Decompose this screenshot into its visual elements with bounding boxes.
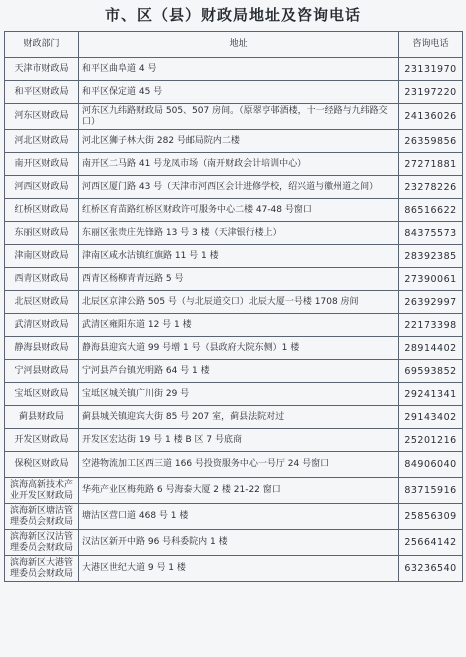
dept-cell: 滨海新区汉沽管理委员会财政局 [5,530,79,556]
dept-cell: 南开区财政局 [5,153,79,176]
phone-cell: 86516622 [399,199,463,222]
table-row [5,314,463,337]
phone-cell: 26392997 [399,291,463,314]
header-phone: 咨询电话 [399,32,463,58]
table-header-row [5,32,463,58]
page-title: 市、区（县）财政局地址及咨询电话 [104,6,361,24]
address-cell: 南开区二马路 41 号龙凤市场（南开财政会计培训中心） [79,153,399,176]
table-row [5,153,463,176]
dept-cell: 宁河县财政局 [5,360,79,383]
table-row [5,556,463,582]
phone-cell: 84906040 [399,452,463,478]
phone-cell: 27390061 [399,268,463,291]
dept-cell: 滨海高新技术产业开发区财政局 [5,478,79,504]
table-row [5,222,463,245]
header-dept: 财政部门 [5,32,79,58]
address-cell: 武清区雍阳东道 12 号 1 楼 [79,314,399,337]
address-cell: 津南区咸水沽镇红旗路 11 号 1 楼 [79,245,399,268]
phone-cell: 28914402 [399,337,463,360]
table-row [5,199,463,222]
dept-cell: 蓟县财政局 [5,406,79,429]
phone-cell: 29241341 [399,383,463,406]
table-row [5,58,463,81]
phone-cell: 24136026 [399,104,463,130]
phone-cell: 25201216 [399,429,463,452]
dept-cell: 保税区财政局 [5,452,79,478]
table-row [5,530,463,556]
dept-cell: 天津市财政局 [5,58,79,81]
dept-cell: 开发区财政局 [5,429,79,452]
address-cell: 空港物流加工区西三道 166 号投资服务中心一号厅 24 号窗口 [79,452,399,478]
address-cell: 河北区狮子林大街 282 号邮局院内二楼 [79,130,399,153]
header-address: 地址 [79,32,399,58]
phone-cell: 29143402 [399,406,463,429]
address-cell: 河东区九纬路财政局 505、507 房间。（原翠亨邨酒楼，十一经路与九纬路交口） [79,104,399,130]
address-cell: 西青区杨柳青青远路 5 号 [79,268,399,291]
phone-cell: 23197220 [399,81,463,104]
table-row [5,504,463,530]
address-cell: 汉沽区新开中路 96 号科委院内 1 楼 [79,530,399,556]
address-cell: 塘沽区营口道 468 号 1 楼 [79,504,399,530]
table-row [5,406,463,429]
address-cell: 华苑产业区梅苑路 6 号海泰大厦 2 楼 21-22 窗口 [79,478,399,504]
finance-bureau-table [4,31,463,582]
dept-cell: 武清区财政局 [5,314,79,337]
table-row [5,383,463,406]
table-row [5,268,463,291]
address-cell: 静海县迎宾大道 99 号增 1 号（县政府大院东侧）1 楼 [79,337,399,360]
address-cell: 东丽区张贵庄先锋路 13 号 3 楼（天津银行楼上） [79,222,399,245]
address-cell: 蓟县城关镇迎宾大街 85 号 207 室，蓟县法院对过 [79,406,399,429]
phone-cell: 83715916 [399,478,463,504]
address-cell: 和平区保定道 45 号 [79,81,399,104]
dept-cell: 和平区财政局 [5,81,79,104]
phone-cell: 27271881 [399,153,463,176]
phone-cell: 28392385 [399,245,463,268]
dept-cell: 静海县财政局 [5,337,79,360]
table-row [5,291,463,314]
phone-cell: 25664142 [399,530,463,556]
dept-cell: 宝坻区财政局 [5,383,79,406]
dept-cell: 北辰区财政局 [5,291,79,314]
dept-cell: 西青区财政局 [5,268,79,291]
table-row [5,104,463,130]
phone-cell: 23131970 [399,58,463,81]
phone-cell: 23278226 [399,176,463,199]
phone-cell: 63236540 [399,556,463,582]
dept-cell: 滨海新区塘沽管理委员会财政局 [5,504,79,530]
address-cell: 北辰区京津公路 505 号（与北辰道交口）北辰大厦一号楼 1708 房间 [79,291,399,314]
phone-cell: 69593852 [399,360,463,383]
table-row [5,130,463,153]
address-cell: 河西区厦门路 43 号（天津市河西区会计进修学校，绍兴道与徽州道之间） [79,176,399,199]
address-cell: 和平区曲阜道 4 号 [79,58,399,81]
dept-cell: 河东区财政局 [5,104,79,130]
address-cell: 宝坻区城关镇广川街 29 号 [79,383,399,406]
dept-cell: 滨海新区大港管理委员会财政局 [5,556,79,582]
phone-cell: 84375573 [399,222,463,245]
address-cell: 开发区宏达街 19 号 1 楼 B 区 7 号底商 [79,429,399,452]
phone-cell: 22173398 [399,314,463,337]
dept-cell: 东丽区财政局 [5,222,79,245]
dept-cell: 河西区财政局 [5,176,79,199]
phone-cell: 26359856 [399,130,463,153]
address-cell: 宁河县芦台镇光明路 64 号 1 楼 [79,360,399,383]
table-row [5,429,463,452]
table-row [5,81,463,104]
table-row [5,478,463,504]
table-row [5,452,463,478]
address-cell: 红桥区育苗路红桥区财政许可服务中心二楼 47-48 号窗口 [79,199,399,222]
dept-cell: 津南区财政局 [5,245,79,268]
dept-cell: 河北区财政局 [5,130,79,153]
phone-cell: 25856309 [399,504,463,530]
dept-cell: 红桥区财政局 [5,199,79,222]
table-row [5,337,463,360]
table-row [5,360,463,383]
table-row [5,245,463,268]
address-cell: 大港区世纪大道 9 号 1 楼 [79,556,399,582]
table-row [5,176,463,199]
